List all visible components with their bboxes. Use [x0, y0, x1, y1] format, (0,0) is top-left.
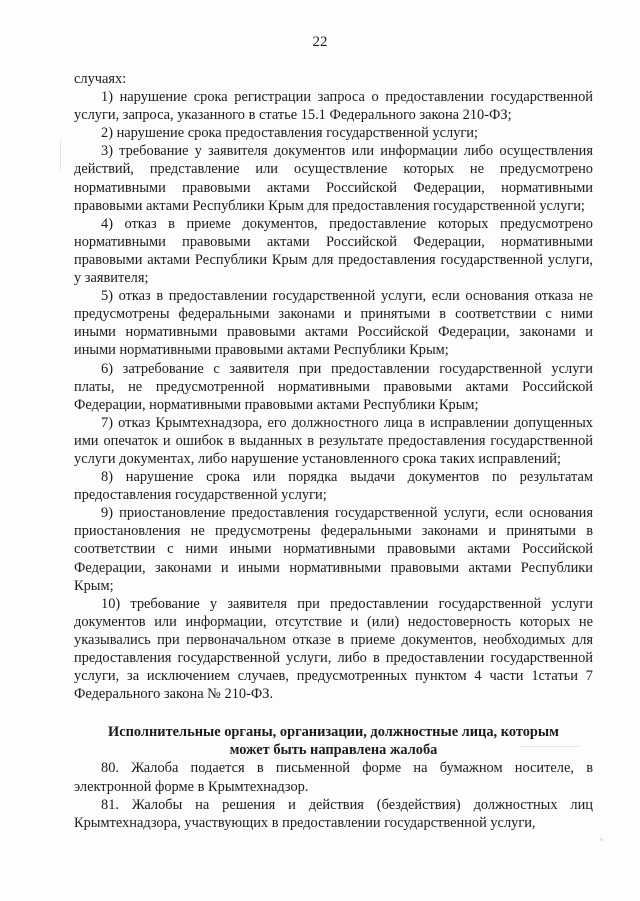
section-heading-line-1: Исполнительные органы, организации, должностные лица, которым — [108, 724, 559, 741]
paragraph-81: 81. Жалобы на решения и действия (бездействия) должностных лиц Крымтехнадзора, участвующих в предоставлении государственной услуги, — [74, 796, 593, 831]
paragraph-item-10: 10) требование у заявителя при предоставлении государственной услуги документов или информации, отсутствие и (или) недостоверность которых не указывались при первоначальном отказе в приеме документов, необходимых для предоставления государственной услуги, либо в предоставлении государственной услуги, за исключением случаев, предусмотренных пунктом 4 части 1статьи 7 Федерального закона № 210-ФЗ. — [74, 595, 593, 703]
paragraph-item-5: 5) отказ в предоставлении государственной услуги, если основания отказа не предусмотрены федеральными законами и принятыми в соответствии с ними иными нормативными правовыми актами Российской Федерации, законами и иными нормативными правовыми актами Республики Крым; — [74, 288, 593, 359]
paragraph-item-7: 7) отказ Крымтехнадзора, его должностного лица в исправлении допущенных ими опечаток и ошибок в выданных в результате предоставления государственной услуги документах, либо нарушение установленного срока таких исправлений; — [74, 414, 593, 467]
scan-artifact — [600, 838, 603, 841]
page-number: 22 — [312, 34, 328, 50]
paragraph-80: 80. Жалоба подается в письменной форме на бумажном носителе, в электронной форме в Крымтехнадзор. — [74, 760, 593, 795]
scan-artifact — [520, 746, 580, 747]
paragraph-item-2: 2) нарушение срока предоставления государственной услуги; — [101, 125, 478, 142]
scan-artifact — [60, 140, 61, 170]
paragraph-item-4: 4) отказ в приеме документов, предоставление которых предусмотрено нормативными правовыми актами Российской Федерации, нормативными правовыми актами Республики Крым для предоставления государственной услуги, у заявителя; — [74, 215, 593, 287]
section-heading — [74, 723, 593, 759]
paragraph-intro: случаях: — [74, 71, 127, 87]
paragraph-item-9: 9) приостановление предоставления государственной услуги, если основания приостановления не предусмотрены федеральными законами и принятыми в соответствии с ними иными нормативными правовыми актами Российской Федерации, законами и иными нормативными правовыми актами Республики Крым; — [74, 505, 593, 594]
paragraph-item-3: 3) требование у заявителя документов или информации либо осуществления действий, представление или осуществление которых не предусмотрено нормативными правовыми актами Российской Федерации, нормативными правовыми актами Республики Крым для предоставления государственной услуги; — [74, 143, 593, 214]
paragraph-item-8: 8) нарушение срока или порядка выдачи документов по результатам предоставления государственной услуги; — [74, 469, 593, 504]
paragraph-item-6: 6) затребование с заявителя при предоставлении государственной услуги платы, не предусмотренной нормативными правовыми актами Российской Федерации, нормативными правовыми актами Республики Крым; — [74, 360, 593, 413]
paragraph-item-1: 1) нарушение срока регистрации запроса о предоставлении государственной услуги, запроса, указанного в статье 15.1 Федерального закона 210-ФЗ; — [74, 89, 593, 124]
section-heading-line-2: может быть направлена жалоба — [229, 742, 438, 759]
document-body — [74, 70, 593, 832]
